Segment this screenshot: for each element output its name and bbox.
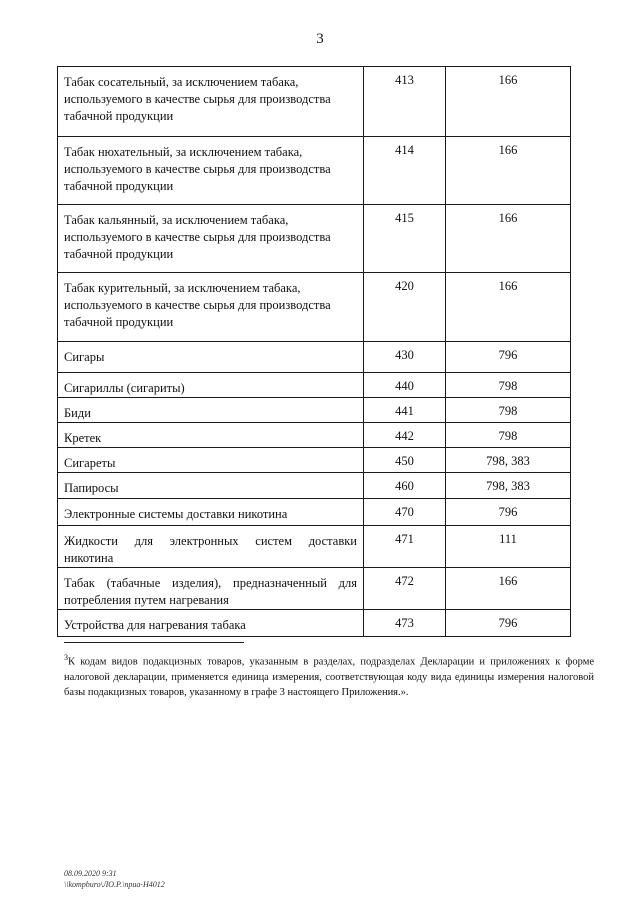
row-unit: 166 — [446, 137, 571, 205]
row-unit: 798 — [446, 423, 571, 448]
table-row — [58, 67, 571, 137]
table-row — [58, 526, 571, 568]
table-row — [58, 473, 571, 499]
table-row — [58, 342, 571, 373]
row-name: Табак кальянный, за исключением табака, используемого в качестве сырья для производства табачной продукции — [58, 205, 364, 273]
row-name: Электронные системы доставки никотина — [58, 499, 364, 526]
row-code: 471 — [364, 526, 446, 568]
table-row — [58, 205, 571, 273]
row-code: 414 — [364, 137, 446, 205]
row-unit: 798, 383 — [446, 448, 571, 473]
row-code: 442 — [364, 423, 446, 448]
row-code: 472 — [364, 568, 446, 610]
row-name: Табак сосательный, за исключением табака, используемого в качестве сырья для производства табачной продукции — [58, 67, 364, 137]
row-code: 430 — [364, 342, 446, 373]
footnote-marker: 3 — [64, 653, 68, 662]
row-code: 470 — [364, 499, 446, 526]
footnote-separator — [64, 642, 244, 643]
row-name: Табак курительный, за исключением табака, используемого в качестве сырья для производства табачной продукции — [58, 273, 364, 342]
codes-table — [57, 66, 571, 637]
table-row — [58, 137, 571, 205]
row-name-line1: Табак (табачные изделия), предназначенный для — [64, 576, 357, 590]
row-name: Сигары — [58, 342, 364, 373]
row-name-line1: Жидкости для электронных систем доставки — [64, 534, 357, 548]
table-row — [58, 273, 571, 342]
row-unit: 166 — [446, 67, 571, 137]
row-name — [58, 568, 364, 610]
row-unit: 796 — [446, 342, 571, 373]
row-name: Сигареты — [58, 448, 364, 473]
row-code: 473 — [364, 610, 446, 637]
row-name: Кретек — [58, 423, 364, 448]
print-stamp — [64, 868, 165, 890]
row-name: Устройства для нагревания табака — [58, 610, 364, 637]
row-unit: 796 — [446, 610, 571, 637]
stamp-datetime: 08.09.2020 9:31 — [64, 869, 117, 878]
row-name-line2: никотина — [64, 551, 114, 565]
row-unit: 166 — [446, 205, 571, 273]
row-code: 450 — [364, 448, 446, 473]
row-name-line2: потребления путем нагревания — [64, 593, 229, 607]
row-unit: 796 — [446, 499, 571, 526]
row-unit: 798, 383 — [446, 473, 571, 499]
table-row — [58, 398, 571, 423]
stamp-path: \\kompburo\ЛО.Р.\приа-Н4012 — [64, 880, 165, 889]
table-row — [58, 568, 571, 610]
row-unit: 798 — [446, 373, 571, 398]
page-number: 3 — [316, 31, 324, 47]
footnote-text: К кодам видов подакцизных товаров, указанным в разделах, подразделах Декларации и приложениях к форме налоговой декларации, применяется единица измерения, соответствующая коду вида единицы измерения налоговой базы подакцизных товаров, указанному в графе 3 настоящего Приложения.». — [64, 656, 594, 698]
footnote — [64, 650, 594, 700]
row-code: 460 — [364, 473, 446, 499]
row-unit: 166 — [446, 273, 571, 342]
table-row — [58, 610, 571, 637]
row-code: 420 — [364, 273, 446, 342]
row-name: Папиросы — [58, 473, 364, 499]
row-code: 441 — [364, 398, 446, 423]
row-name: Сигариллы (сигариты) — [58, 373, 364, 398]
row-code: 415 — [364, 205, 446, 273]
table-row — [58, 448, 571, 473]
row-code: 413 — [364, 67, 446, 137]
row-code: 440 — [364, 373, 446, 398]
row-unit: 111 — [446, 526, 571, 568]
row-name — [58, 526, 364, 568]
row-unit: 798 — [446, 398, 571, 423]
row-unit: 166 — [446, 568, 571, 610]
table-row — [58, 499, 571, 526]
row-name: Табак нюхательный, за исключением табака, используемого в качестве сырья для производства табачной продукции — [58, 137, 364, 205]
table-row — [58, 373, 571, 398]
table-row — [58, 423, 571, 448]
row-name: Биди — [58, 398, 364, 423]
